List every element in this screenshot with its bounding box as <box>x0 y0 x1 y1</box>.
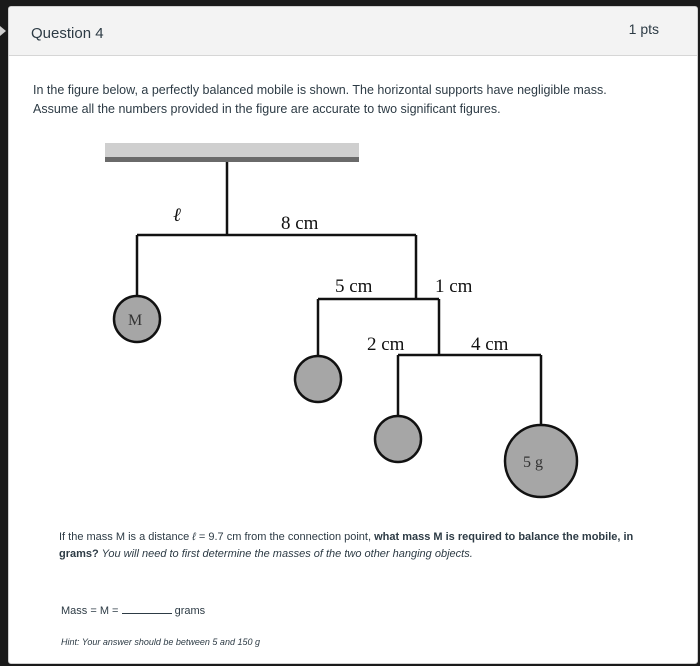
collapse-arrow-icon[interactable] <box>0 26 6 36</box>
label-5cm: 5 cm <box>335 276 373 297</box>
mass-unknown-1 <box>295 356 341 402</box>
label-M: M <box>128 312 143 329</box>
question-card <box>8 6 698 664</box>
mobile-figure <box>9 7 697 507</box>
label-l: ℓ <box>173 205 181 226</box>
question-text: If the mass M is a distance ℓ = 9.7 cm from the connection point, what mass M is required to balance the mobile, in grams? You will need to first determine the masses of the two other hanging objects. <box>59 531 634 560</box>
question-title: Question 4 <box>31 25 104 42</box>
answer-line: Mass = M = grams <box>61 605 206 617</box>
label-5g: 5 g <box>523 454 543 471</box>
hint-text: Hint: Your answer should be between 5 and 150 g <box>61 637 260 647</box>
question-points: 1 pts <box>628 21 659 37</box>
label-4cm: 4 cm <box>471 334 509 355</box>
answer-blank[interactable] <box>122 603 172 614</box>
label-2cm: 2 cm <box>367 334 405 355</box>
label-8cm: 8 cm <box>281 213 319 234</box>
mass-unknown-2 <box>375 416 421 462</box>
label-1cm: 1 cm <box>435 276 473 297</box>
question-intro: In the figure below, a perfectly balanced mobile is shown. The horizontal supports have negligible mass. Assume all the numbers provided in the figure are accurate to two significant figures. <box>33 83 607 116</box>
